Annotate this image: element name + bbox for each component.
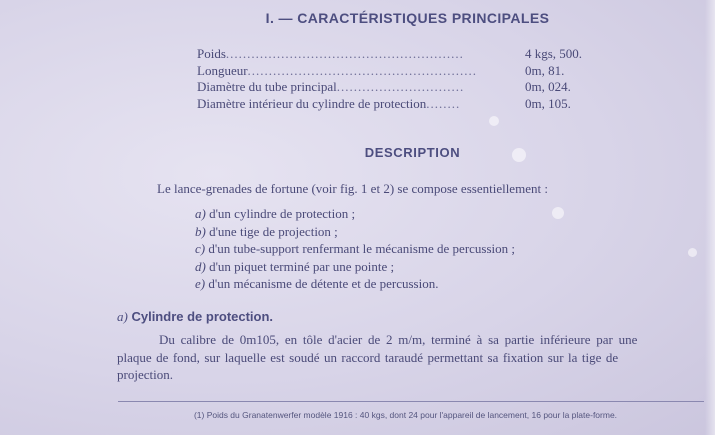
paper-stain <box>489 116 499 126</box>
item-letter: d) <box>195 258 206 274</box>
item-letter: b) <box>195 223 206 239</box>
subsection-letter: a) <box>117 309 128 324</box>
subsection-title: Cylindre de protection. <box>131 309 274 324</box>
list-item <box>195 205 515 223</box>
spec-row-length <box>197 63 597 80</box>
item-letter: a) <box>195 206 206 221</box>
item-text: d'un cylindre de protection ; <box>209 206 356 221</box>
footnote: (1) Poids du Granatenwerfer modèle 1916 : 40 kgs, dont 24 pour l'appareil de lancement, 16 pour la plate-forme. <box>193 410 618 420</box>
paper-stain <box>688 248 697 257</box>
section-title: I. — CARACTÉRISTIQUES PRINCIPALES <box>265 10 550 26</box>
spec-value: 4 kgs, 500. <box>525 46 583 61</box>
leader-dots: ........................................................ <box>225 46 464 61</box>
paper-stain <box>512 148 526 162</box>
spec-label: Longueur <box>197 62 248 78</box>
leader-dots: ...................................................... <box>247 62 478 78</box>
paper-edge <box>705 0 715 435</box>
leader-dots: .............................. <box>336 79 465 94</box>
paper-stain <box>552 207 564 219</box>
subsection-heading <box>117 309 273 325</box>
item-letter: e) <box>195 276 206 291</box>
spec-label: Diamètre intérieur du cylindre de protection <box>197 95 427 111</box>
spec-value: 0m, 024. <box>525 79 571 94</box>
specifications-list <box>197 46 597 112</box>
paragraph-line: projection. <box>117 367 173 382</box>
parts-list <box>195 205 515 293</box>
list-item <box>195 275 515 293</box>
item-text: d'un mécanisme de détente et de percussion. <box>208 276 439 291</box>
item-text: d'un tube-support renfermant le mécanisme de percussion ; <box>208 241 516 256</box>
spec-label: Poids <box>197 46 226 61</box>
spec-value: 0m, 105. <box>525 95 571 111</box>
list-item <box>195 240 515 258</box>
spec-label: Diamètre du tube principal <box>197 79 337 94</box>
footnote-divider <box>118 401 704 402</box>
spec-row-tube-diameter <box>197 79 597 96</box>
spec-row-cylinder-diameter <box>197 96 597 113</box>
item-letter: c) <box>195 241 206 256</box>
paragraph-line: plaque de fond, sur laquelle est soudé un raccord taraudé permettant sa fixation sur la tige de <box>117 349 619 365</box>
list-item <box>195 223 515 241</box>
item-text: d'une tige de projection ; <box>209 223 338 239</box>
spec-value: 0m, 81. <box>525 62 565 78</box>
paragraph-line: Du calibre de 0m105, en tôle d'acier de 2 m/m, terminé à sa partie inférieure par une <box>159 332 638 347</box>
spec-row-weight <box>197 46 597 63</box>
leader-dots: ........ <box>426 95 461 111</box>
body-paragraph <box>117 331 707 384</box>
intro-sentence: Le lance-grenades de fortune (voir fig. 1 et 2) se compose essentiellement : <box>157 181 548 196</box>
item-text: d'un piquet terminé par une pointe ; <box>209 258 395 274</box>
description-heading: DESCRIPTION <box>364 145 461 160</box>
list-item <box>195 258 515 276</box>
